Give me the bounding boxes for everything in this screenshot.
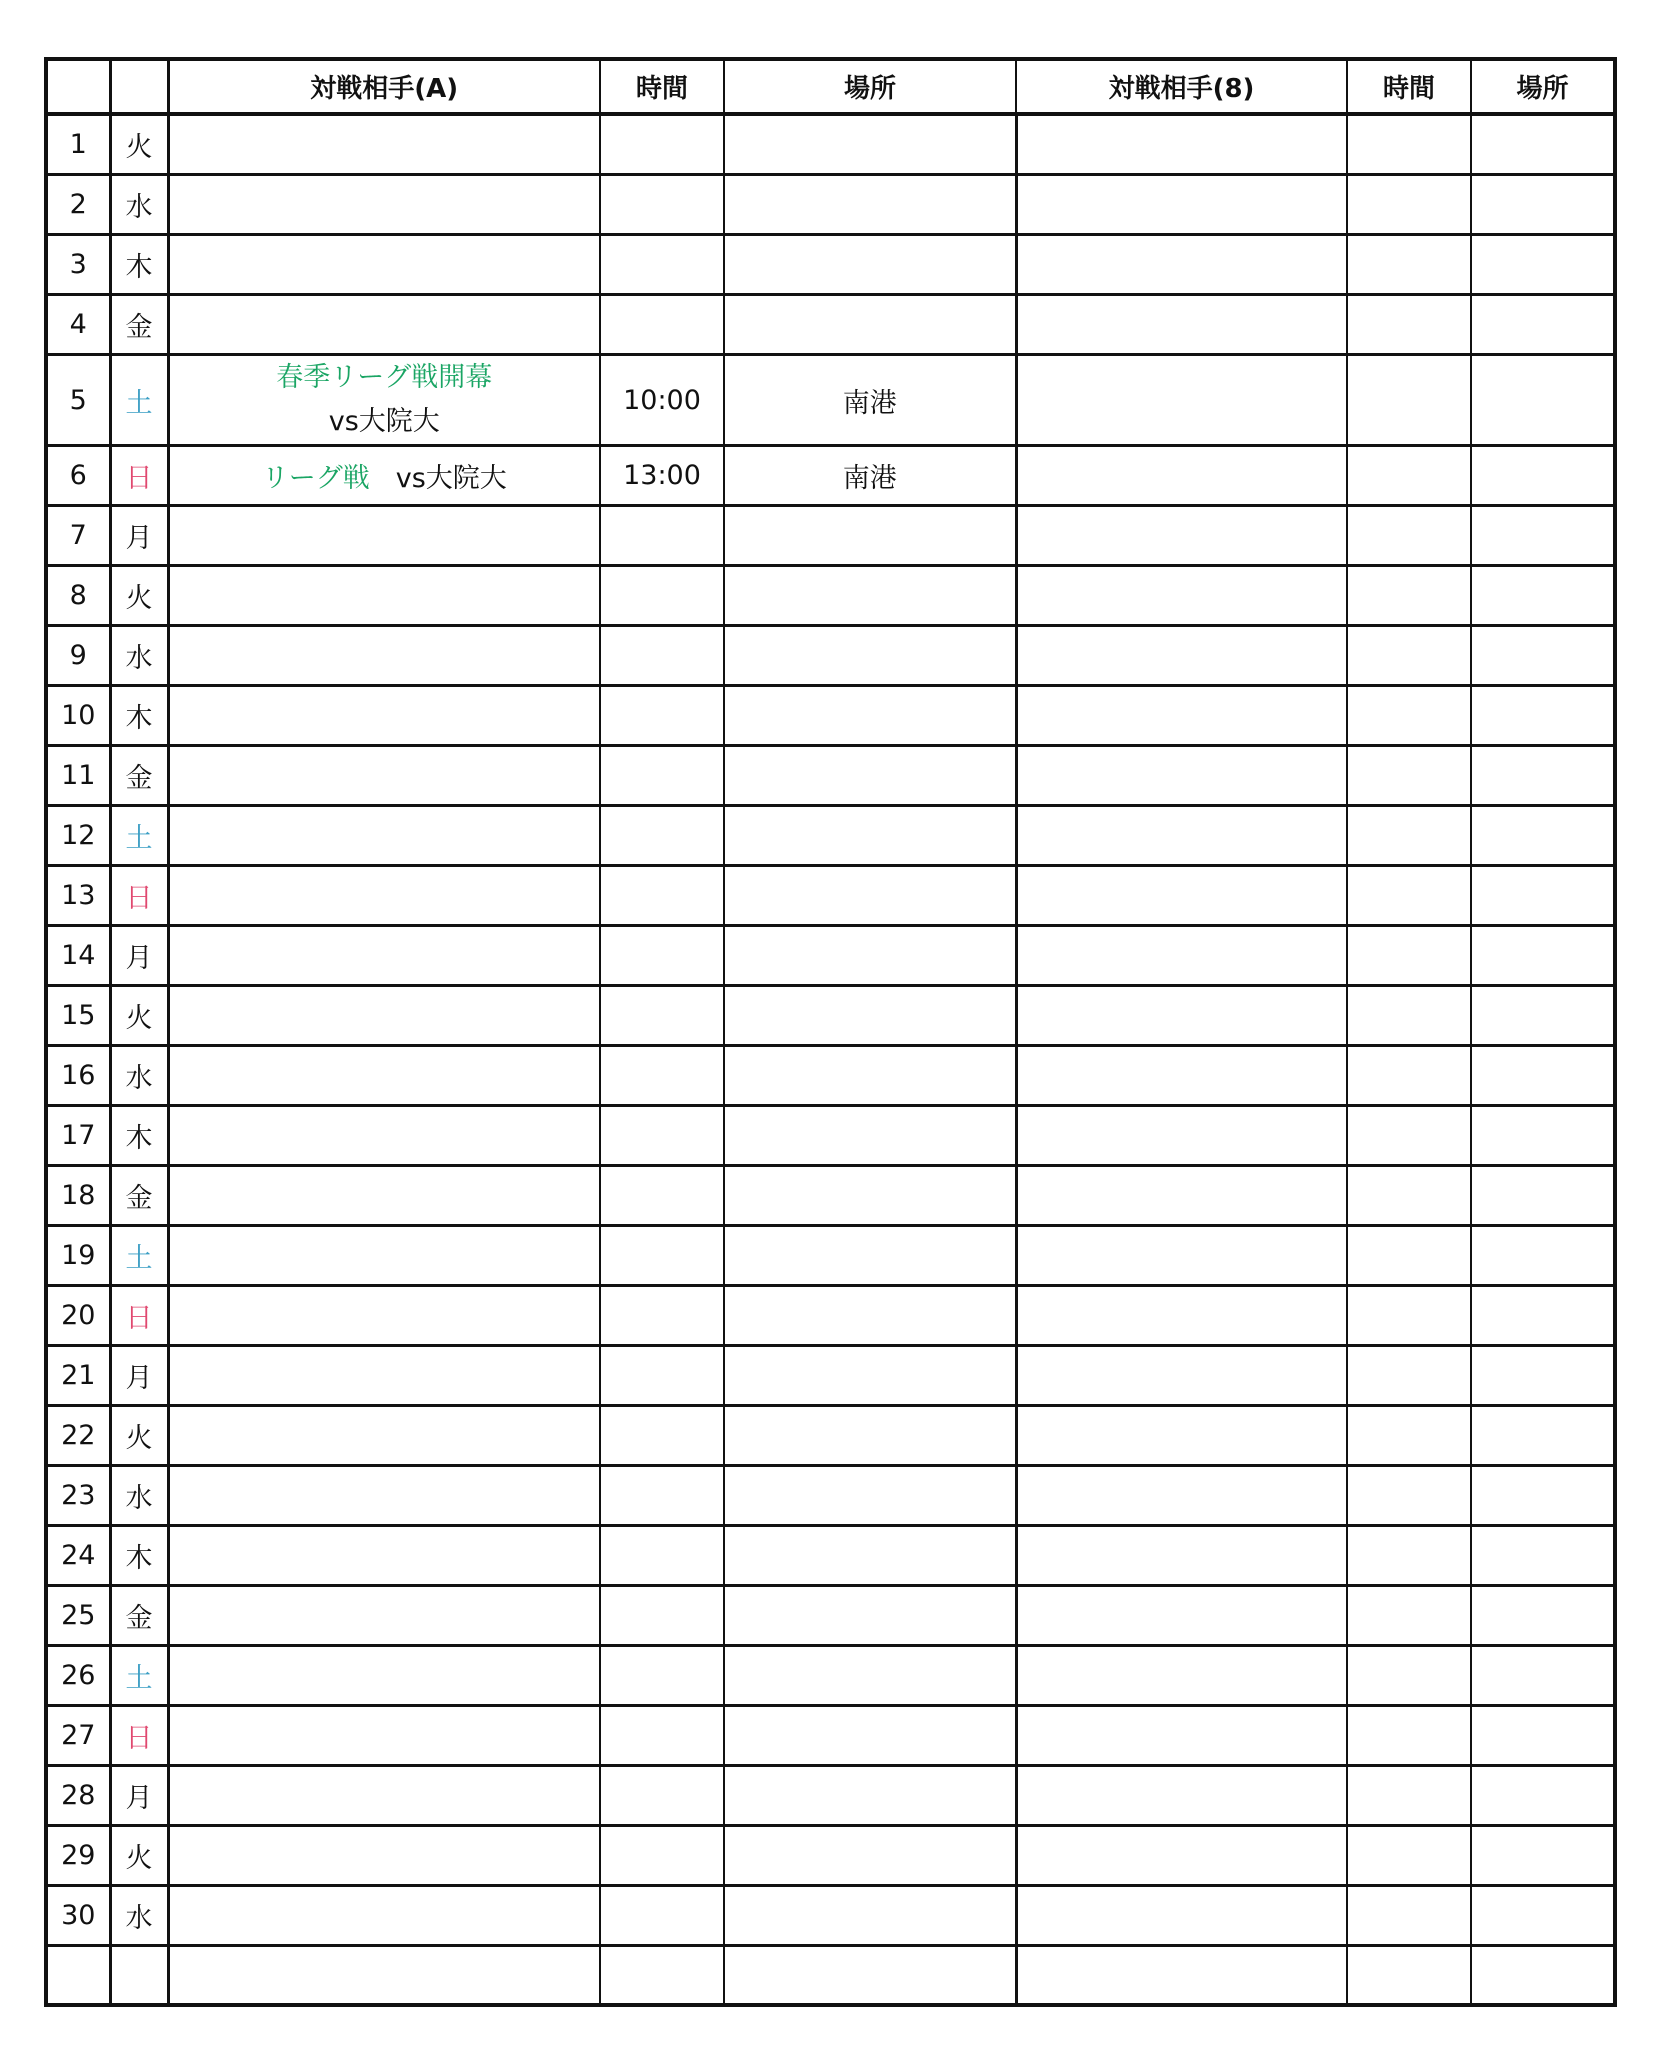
place-a-cell [724, 506, 1016, 566]
opponent-a-cell [168, 506, 600, 566]
time-b-cell [1347, 1586, 1471, 1646]
opponent-a-cell [168, 1826, 600, 1886]
opponent-a-cell [168, 446, 600, 506]
place-a-cell [724, 1526, 1016, 1586]
table-row [46, 175, 1615, 235]
day-number-cell: 1 [46, 114, 110, 175]
event-title: リーグ戦 [261, 463, 370, 494]
day-number-cell: 2 [46, 175, 110, 235]
weekday-cell: 金 [110, 295, 168, 355]
time-a-cell [600, 1046, 724, 1106]
table-row [46, 1646, 1615, 1706]
weekday-cell: 木 [110, 686, 168, 746]
place-b-cell [1471, 1406, 1615, 1466]
place-b-cell [1471, 506, 1615, 566]
day-number-cell: 19 [46, 1226, 110, 1286]
weekday-cell: 水 [110, 175, 168, 235]
time-b-cell [1347, 1946, 1471, 2006]
opponent-b-cell [1016, 626, 1347, 686]
event-title: 春季リーグ戦開幕 [276, 362, 493, 393]
place-b-cell [1471, 986, 1615, 1046]
opponent-b-cell [1016, 114, 1347, 175]
opponent-a-cell [168, 626, 600, 686]
time-b-cell [1347, 866, 1471, 926]
opponent-b-cell [1016, 235, 1347, 295]
place-a-cell [724, 114, 1016, 175]
table-row [46, 114, 1615, 175]
weekday-cell: 土 [110, 355, 168, 446]
day-number-cell: 28 [46, 1766, 110, 1826]
place-a-cell [724, 1946, 1016, 2006]
day-number-cell: 25 [46, 1586, 110, 1646]
time-b-cell [1347, 1886, 1471, 1946]
opponent-a-cell [168, 986, 600, 1046]
event-opponent: vs大院大 [395, 463, 507, 494]
place-a-cell [724, 1346, 1016, 1406]
opponent-b-cell [1016, 1946, 1347, 2006]
place-a-cell [724, 566, 1016, 626]
header-time-a: 時間 [600, 59, 724, 114]
time-b-cell [1347, 1466, 1471, 1526]
weekday-cell: 木 [110, 235, 168, 295]
place-a-cell [724, 626, 1016, 686]
day-number-cell: 17 [46, 1106, 110, 1166]
time-b-cell [1347, 626, 1471, 686]
day-number-cell: 6 [46, 446, 110, 506]
day-number-cell: 13 [46, 866, 110, 926]
place-b-cell [1471, 355, 1615, 446]
time-a-cell [600, 806, 724, 866]
table-body [46, 114, 1615, 2005]
table-row [46, 626, 1615, 686]
header-number [46, 59, 110, 114]
time-b-cell [1347, 1166, 1471, 1226]
time-b-cell [1347, 926, 1471, 986]
place-a-cell [724, 1106, 1016, 1166]
opponent-b-cell [1016, 1766, 1347, 1826]
opponent-b-cell [1016, 1046, 1347, 1106]
weekday-cell: 月 [110, 1346, 168, 1406]
header-opponent-b: 対戦相手(8) [1016, 59, 1347, 114]
opponent-a-cell [168, 1886, 600, 1946]
time-a-cell [600, 1166, 724, 1226]
place-b-cell [1471, 1046, 1615, 1106]
table-row [46, 1166, 1615, 1226]
weekday-cell: 月 [110, 1766, 168, 1826]
weekday-cell: 土 [110, 806, 168, 866]
table-row [46, 926, 1615, 986]
time-a-cell [600, 1706, 724, 1766]
day-number-cell: 30 [46, 1886, 110, 1946]
day-number-cell: 15 [46, 986, 110, 1046]
opponent-b-cell [1016, 746, 1347, 806]
place-a-cell [724, 1166, 1016, 1226]
weekday-cell: 金 [110, 1166, 168, 1226]
opponent-b-cell [1016, 986, 1347, 1046]
place-b-cell [1471, 1286, 1615, 1346]
place-b-cell [1471, 1946, 1615, 2006]
place-a-cell [724, 1886, 1016, 1946]
opponent-b-cell [1016, 866, 1347, 926]
day-number-cell: 29 [46, 1826, 110, 1886]
time-b-cell [1347, 235, 1471, 295]
opponent-a-cell [168, 114, 600, 175]
time-b-cell [1347, 1346, 1471, 1406]
opponent-a-cell [168, 355, 600, 446]
opponent-b-cell [1016, 1286, 1347, 1346]
place-b-cell [1471, 566, 1615, 626]
time-a-cell [600, 1346, 724, 1406]
opponent-a-cell [168, 926, 600, 986]
table-row [46, 1586, 1615, 1646]
time-a-cell [600, 866, 724, 926]
table-row [46, 355, 1615, 446]
opponent-b-cell [1016, 566, 1347, 626]
weekday-cell: 火 [110, 1406, 168, 1466]
opponent-b-cell [1016, 1586, 1347, 1646]
time-a-cell [600, 1466, 724, 1526]
place-b-cell [1471, 1886, 1615, 1946]
opponent-a-cell [168, 1406, 600, 1466]
time-a-cell [600, 1766, 724, 1826]
place-b-cell [1471, 114, 1615, 175]
place-a-cell [724, 686, 1016, 746]
weekday-cell: 水 [110, 1886, 168, 1946]
place-b-cell [1471, 1466, 1615, 1526]
weekday-cell [110, 1946, 168, 2006]
opponent-b-cell [1016, 926, 1347, 986]
day-number-cell [46, 1946, 110, 2006]
time-b-cell [1347, 1226, 1471, 1286]
time-a-cell [600, 235, 724, 295]
header-time-b: 時間 [1347, 59, 1471, 114]
opponent-b-cell [1016, 446, 1347, 506]
time-a-cell [600, 295, 724, 355]
table-row [46, 506, 1615, 566]
opponent-a-cell [168, 1586, 600, 1646]
time-b-cell [1347, 566, 1471, 626]
weekday-cell: 土 [110, 1646, 168, 1706]
day-number-cell: 7 [46, 506, 110, 566]
time-a-cell [600, 566, 724, 626]
place-b-cell [1471, 1106, 1615, 1166]
day-number-cell: 23 [46, 1466, 110, 1526]
opponent-a-cell [168, 295, 600, 355]
opponent-a-cell [168, 175, 600, 235]
time-b-cell [1347, 506, 1471, 566]
place-b-cell [1471, 1646, 1615, 1706]
time-b-cell [1347, 355, 1471, 446]
opponent-b-cell [1016, 175, 1347, 235]
time-a-cell [600, 1946, 724, 2006]
time-b-cell [1347, 746, 1471, 806]
opponent-b-cell [1016, 1166, 1347, 1226]
place-a-cell [724, 175, 1016, 235]
time-a-cell [600, 1286, 724, 1346]
table-row [46, 1946, 1615, 2006]
place-b-cell [1471, 866, 1615, 926]
opponent-a-cell [168, 1766, 600, 1826]
table-row [46, 1226, 1615, 1286]
opponent-a-cell [168, 1166, 600, 1226]
opponent-b-cell [1016, 1406, 1347, 1466]
place-a-cell [724, 1646, 1016, 1706]
table-row [46, 566, 1615, 626]
time-b-cell [1347, 446, 1471, 506]
weekday-cell: 金 [110, 746, 168, 806]
opponent-a-cell [168, 1106, 600, 1166]
place-a-cell [724, 1826, 1016, 1886]
time-a-cell [600, 626, 724, 686]
event-opponent: vs大院大 [328, 406, 440, 437]
time-b-cell [1347, 1526, 1471, 1586]
table-row [46, 686, 1615, 746]
weekday-cell: 火 [110, 566, 168, 626]
day-number-cell: 24 [46, 1526, 110, 1586]
opponent-a-cell [168, 235, 600, 295]
day-number-cell: 18 [46, 1166, 110, 1226]
header-place-a: 場所 [724, 59, 1016, 114]
time-b-cell [1347, 686, 1471, 746]
weekday-cell: 火 [110, 986, 168, 1046]
time-b-cell [1347, 175, 1471, 235]
weekday-cell: 月 [110, 506, 168, 566]
table-row [46, 1106, 1615, 1166]
table-row [46, 1526, 1615, 1586]
opponent-a-cell [168, 1466, 600, 1526]
time-b-cell [1347, 1286, 1471, 1346]
place-a-cell [724, 986, 1016, 1046]
table-row [46, 1346, 1615, 1406]
time-a-cell: 10:00 [600, 355, 724, 446]
table-row [46, 1706, 1615, 1766]
place-b-cell [1471, 1346, 1615, 1406]
place-b-cell [1471, 926, 1615, 986]
table-row [46, 446, 1615, 506]
day-number-cell: 22 [46, 1406, 110, 1466]
day-number-cell: 20 [46, 1286, 110, 1346]
opponent-a-cell [168, 1226, 600, 1286]
day-number-cell: 12 [46, 806, 110, 866]
table-header [46, 59, 1615, 114]
time-a-cell [600, 1406, 724, 1466]
place-a-cell [724, 235, 1016, 295]
header-opponent-a: 対戦相手(A) [168, 59, 600, 114]
place-a-cell [724, 1706, 1016, 1766]
time-a-cell [600, 926, 724, 986]
weekday-cell: 木 [110, 1526, 168, 1586]
place-a-cell [724, 295, 1016, 355]
time-a-cell [600, 114, 724, 175]
place-a-cell [724, 1586, 1016, 1646]
time-b-cell [1347, 1826, 1471, 1886]
opponent-b-cell [1016, 1706, 1347, 1766]
time-b-cell [1347, 114, 1471, 175]
opponent-b-cell [1016, 1226, 1347, 1286]
schedule-table [44, 57, 1617, 2007]
opponent-a-cell [168, 1706, 600, 1766]
place-b-cell [1471, 626, 1615, 686]
opponent-b-cell [1016, 1646, 1347, 1706]
table-row [46, 1886, 1615, 1946]
opponent-b-cell [1016, 806, 1347, 866]
opponent-b-cell [1016, 1526, 1347, 1586]
table-row [46, 1826, 1615, 1886]
table-row [46, 1286, 1615, 1346]
opponent-b-cell [1016, 355, 1347, 446]
place-b-cell [1471, 1166, 1615, 1226]
place-a-cell [724, 746, 1016, 806]
opponent-b-cell [1016, 1826, 1347, 1886]
opponent-a-cell [168, 746, 600, 806]
time-b-cell [1347, 1646, 1471, 1706]
time-b-cell [1347, 1706, 1471, 1766]
time-a-cell [600, 686, 724, 746]
weekday-cell: 日 [110, 446, 168, 506]
weekday-cell: 日 [110, 1706, 168, 1766]
header-place-b: 場所 [1471, 59, 1615, 114]
place-b-cell [1471, 686, 1615, 746]
opponent-a-cell [168, 1046, 600, 1106]
place-b-cell [1471, 1766, 1615, 1826]
day-number-cell: 27 [46, 1706, 110, 1766]
place-b-cell [1471, 295, 1615, 355]
time-b-cell [1347, 1766, 1471, 1826]
place-a-cell [724, 1466, 1016, 1526]
opponent-b-cell [1016, 295, 1347, 355]
table-row [46, 295, 1615, 355]
table-row [46, 986, 1615, 1046]
weekday-cell: 金 [110, 1586, 168, 1646]
time-a-cell [600, 175, 724, 235]
day-number-cell: 16 [46, 1046, 110, 1106]
time-b-cell [1347, 295, 1471, 355]
day-number-cell: 3 [46, 235, 110, 295]
table-row [46, 1466, 1615, 1526]
weekday-cell: 日 [110, 1286, 168, 1346]
place-b-cell [1471, 1826, 1615, 1886]
place-a-cell [724, 806, 1016, 866]
place-a-cell [724, 1046, 1016, 1106]
time-a-cell [600, 1226, 724, 1286]
opponent-a-cell [168, 1646, 600, 1706]
table-row [46, 746, 1615, 806]
opponent-b-cell [1016, 1466, 1347, 1526]
place-a-cell: 南港 [724, 355, 1016, 446]
place-a-cell [724, 926, 1016, 986]
table-row [46, 1406, 1615, 1466]
time-b-cell [1347, 1106, 1471, 1166]
opponent-a-cell [168, 1946, 600, 2006]
weekday-cell: 木 [110, 1106, 168, 1166]
place-a-cell [724, 1226, 1016, 1286]
time-a-cell [600, 1646, 724, 1706]
opponent-b-cell [1016, 686, 1347, 746]
place-b-cell [1471, 1586, 1615, 1646]
place-a-cell: 南港 [724, 446, 1016, 506]
table-row [46, 806, 1615, 866]
time-a-cell [600, 1586, 724, 1646]
time-a-cell [600, 1526, 724, 1586]
day-number-cell: 21 [46, 1346, 110, 1406]
table-row [46, 866, 1615, 926]
time-b-cell [1347, 806, 1471, 866]
place-b-cell [1471, 446, 1615, 506]
opponent-a-cell [168, 1286, 600, 1346]
time-b-cell [1347, 1406, 1471, 1466]
time-a-cell: 13:00 [600, 446, 724, 506]
opponent-b-cell [1016, 1346, 1347, 1406]
table-row [46, 1046, 1615, 1106]
opponent-b-cell [1016, 1106, 1347, 1166]
day-number-cell: 11 [46, 746, 110, 806]
time-a-cell [600, 506, 724, 566]
time-a-cell [600, 1886, 724, 1946]
weekday-cell: 月 [110, 926, 168, 986]
opponent-a-cell [168, 566, 600, 626]
day-number-cell: 9 [46, 626, 110, 686]
day-number-cell: 10 [46, 686, 110, 746]
header-row [46, 59, 1615, 114]
place-b-cell [1471, 175, 1615, 235]
opponent-a-cell [168, 806, 600, 866]
opponent-a-cell [168, 866, 600, 926]
weekday-cell: 水 [110, 1466, 168, 1526]
day-number-cell: 14 [46, 926, 110, 986]
place-b-cell [1471, 1226, 1615, 1286]
place-a-cell [724, 1286, 1016, 1346]
time-a-cell [600, 1106, 724, 1166]
day-number-cell: 8 [46, 566, 110, 626]
place-a-cell [724, 1406, 1016, 1466]
opponent-b-cell [1016, 1886, 1347, 1946]
time-b-cell [1347, 1046, 1471, 1106]
place-a-cell [724, 1766, 1016, 1826]
header-day [110, 59, 168, 114]
weekday-cell: 日 [110, 866, 168, 926]
weekday-cell: 水 [110, 1046, 168, 1106]
place-b-cell [1471, 746, 1615, 806]
day-number-cell: 5 [46, 355, 110, 446]
opponent-b-cell [1016, 506, 1347, 566]
day-number-cell: 4 [46, 295, 110, 355]
place-b-cell [1471, 1706, 1615, 1766]
place-b-cell [1471, 1526, 1615, 1586]
opponent-a-cell [168, 686, 600, 746]
day-number-cell: 26 [46, 1646, 110, 1706]
opponent-a-cell [168, 1346, 600, 1406]
table-row [46, 235, 1615, 295]
weekday-cell: 火 [110, 114, 168, 175]
table-row [46, 1766, 1615, 1826]
time-a-cell [600, 1826, 724, 1886]
place-a-cell [724, 866, 1016, 926]
weekday-cell: 土 [110, 1226, 168, 1286]
time-a-cell [600, 986, 724, 1046]
time-a-cell [600, 746, 724, 806]
weekday-cell: 水 [110, 626, 168, 686]
time-b-cell [1347, 986, 1471, 1046]
place-b-cell [1471, 235, 1615, 295]
opponent-a-cell [168, 1526, 600, 1586]
weekday-cell: 火 [110, 1826, 168, 1886]
place-b-cell [1471, 806, 1615, 866]
